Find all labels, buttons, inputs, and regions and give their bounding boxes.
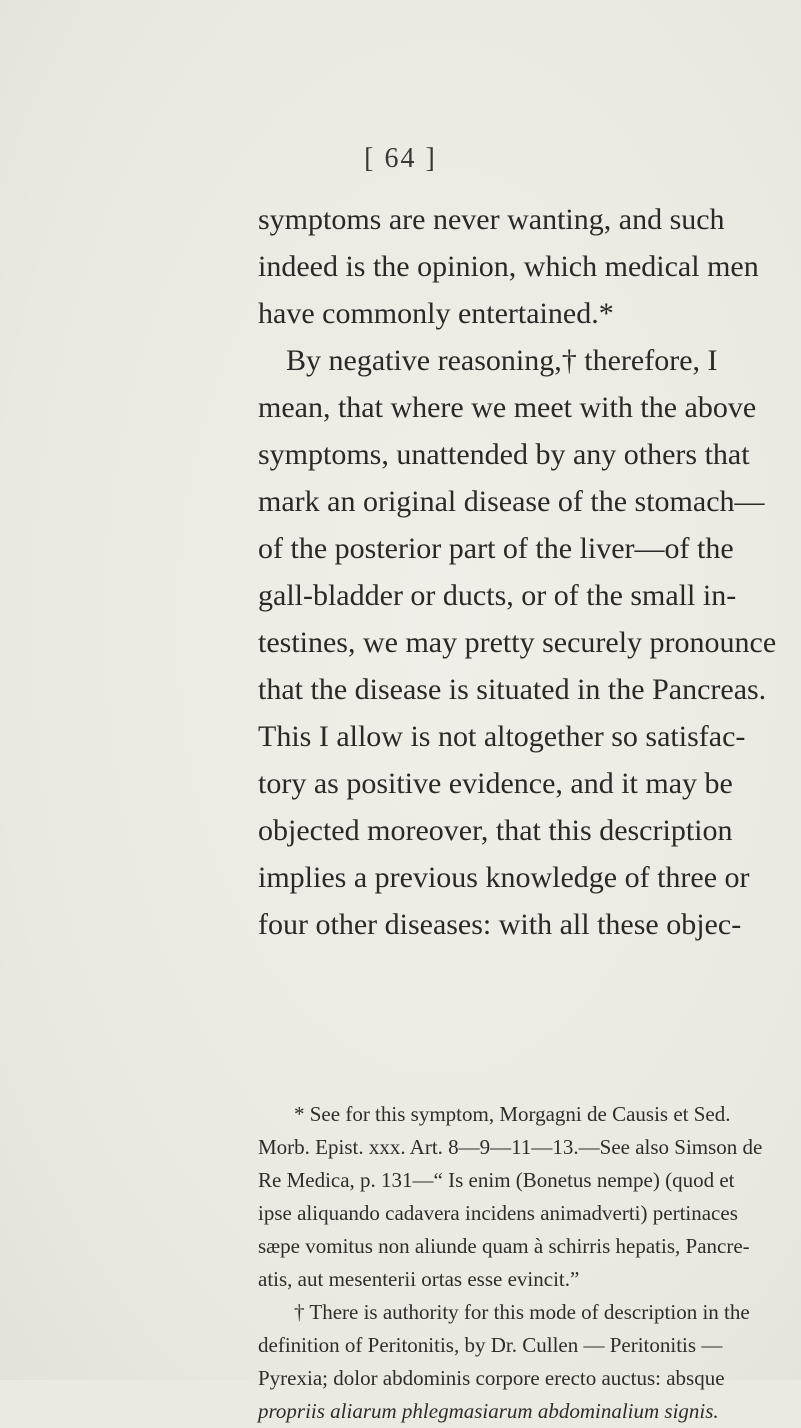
body-line: have commonly entertained.* <box>258 297 614 330</box>
footnote-dagger <box>258 1296 750 1428</box>
footnote-line: * See for this symptom, Morgagni de Causis et Sed. <box>294 1102 731 1126</box>
body-line: symptoms, unattended by any others that <box>258 438 750 471</box>
body-line: mark an original disease of the stomach— <box>258 485 765 518</box>
footnote-line: sæpe vomitus non aliunde quam à schirris hepatis, Pancre- <box>258 1234 750 1258</box>
body-line: symptoms are never wanting, and such <box>258 203 725 236</box>
footnote-line: ipse aliquando cadavera incidens animadverti) pertinaces <box>258 1201 738 1225</box>
main-text <box>258 196 777 948</box>
body-line: indeed is the opinion, which medical men <box>258 250 759 283</box>
body-line: four other diseases: with all these objec- <box>258 908 742 941</box>
body-line: implies a previous knowledge of three or <box>258 861 750 894</box>
body-line: This I allow is not altogether so satisfac- <box>258 720 746 753</box>
page-number: [ 64 ] <box>364 143 437 174</box>
body-line: that the disease is situated in the Pancreas. <box>258 673 767 706</box>
body-line: mean, that where we meet with the above <box>258 391 757 424</box>
footnote-line: Morb. Epist. xxx. Art. 8—9—11—13.—See also Simson de <box>258 1135 763 1159</box>
footnote-line: definition of Peritonitis, by Dr. Cullen — Peritonitis — <box>258 1333 723 1357</box>
body-line: testines, we may pretty securely pronounce <box>258 626 777 659</box>
footnote-line: atis, aut mesenterii ortas esse evincit.” <box>258 1267 580 1291</box>
footnote-line: † There is authority for this mode of description in the <box>294 1300 750 1324</box>
body-line: By negative reasoning,† therefore, I <box>286 344 718 377</box>
body-line: tory as positive evidence, and it may be <box>258 767 733 800</box>
body-line: gall-bladder or ducts, or of the small in- <box>258 579 737 612</box>
footnote-line: Re Medica, p. 131—“ Is enim (Bonetus nempe) (quod et <box>258 1168 735 1192</box>
footnote-asterisk <box>258 1098 763 1296</box>
body-line: of the posterior part of the liver—of the <box>258 532 734 565</box>
footnote-line: propriis aliarum phlegmasiarum abdominalium signis. <box>258 1399 719 1423</box>
footnote-line: Pyrexia; dolor abdominis corpore erecto auctus: absque <box>258 1366 725 1390</box>
body-line: objected moreover, that this description <box>258 814 733 847</box>
